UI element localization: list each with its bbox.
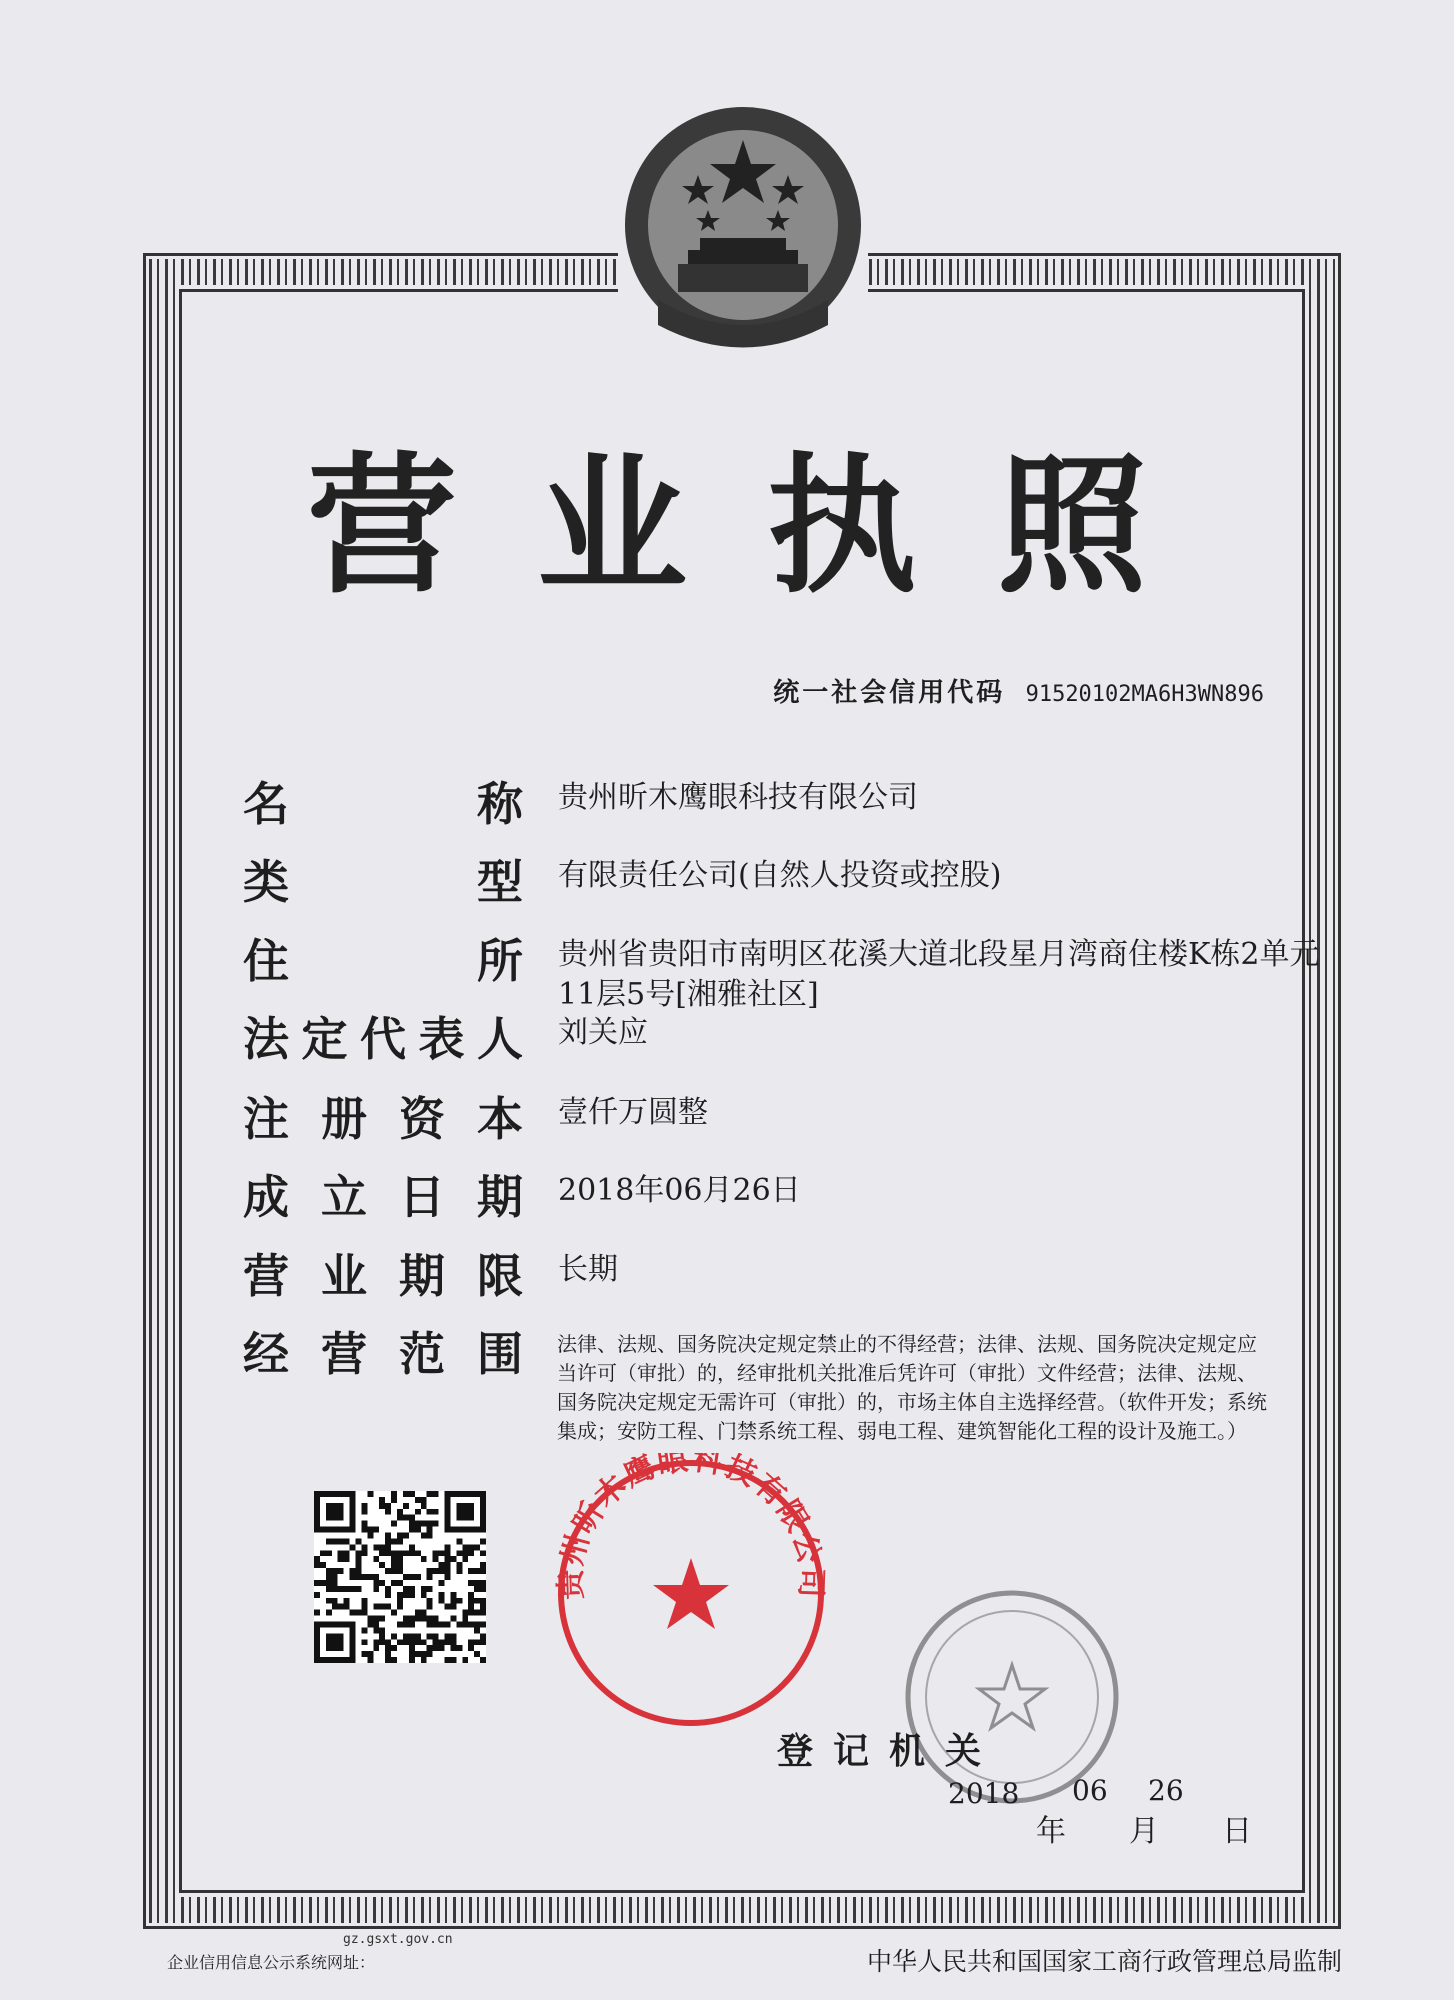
company-seal [551, 1453, 831, 1733]
registration-authority-label: 登记机关 [777, 1731, 1002, 1772]
date-characters: 年 月 日 [1036, 1814, 1252, 1849]
website-url[interactable]: gz.gsxt.gov.cn [343, 1932, 453, 1947]
business-term: 长期 [558, 1252, 618, 1287]
business-scope: 法律、法规、国务院决定规定禁止的不得经营；法律、法规、国务院决定规定应当许可（审批）的，经审批机关批准后凭许可（审批）文件经营；法律、法规、国务院决定规定无需许可（审批）的，市场主体自主选择经营。（软件开发；系统集成；安防工程、门禁系统工程、弱电工程、建筑智能化工程的设计及施工。） [557, 1332, 1267, 1443]
footer-supervisor: 中华人民共和国国家工商行政管理总局监制 [866, 1947, 1342, 1976]
qr-code[interactable] [314, 1491, 486, 1663]
field-label: 住 所 [243, 934, 523, 988]
document-title: 营业执照 [306, 440, 1227, 614]
field-label: 经 营 范 围 [243, 1327, 523, 1381]
footer-website-label: 企业信用信息公示系统网址： [167, 1953, 376, 1972]
field-label: 成 立 日 期 [243, 1170, 523, 1224]
field-label: 营 业 期 限 [243, 1249, 523, 1303]
seal-text: 贵州昕木鹰眼科技有限公司 [553, 1453, 829, 1601]
credit-code-value: 91520102MA6H3WN896 [1025, 682, 1264, 707]
legal-representative: 刘关应 [558, 1015, 648, 1050]
issue-month: 06 [1072, 1774, 1108, 1807]
company-type: 有限责任公司(自然人投资或控股) [558, 858, 1002, 893]
established-date: 2018年06月26日 [558, 1173, 801, 1208]
issue-day: 26 [1148, 1774, 1184, 1807]
credit-code-label: 统一社会信用代码 [773, 678, 1006, 708]
field-label: 类 型 [243, 855, 523, 909]
credit-code [773, 672, 1264, 709]
field-label: 法 定 代 表 人 [243, 1012, 523, 1066]
issue-year: 2018 [948, 1777, 1020, 1810]
field-label: 注 册 资 本 [243, 1092, 523, 1146]
field-label: 名 称 [243, 777, 523, 831]
registered-capital: 壹仟万圆整 [558, 1095, 708, 1130]
company-address: 贵州省贵阳市南明区花溪大道北段星月湾商住楼K栋2单元11层5号[湘雅社区] [558, 937, 1320, 1012]
national-emblem-icon [618, 100, 868, 370]
company-name: 贵州昕木鹰眼科技有限公司 [558, 780, 918, 815]
